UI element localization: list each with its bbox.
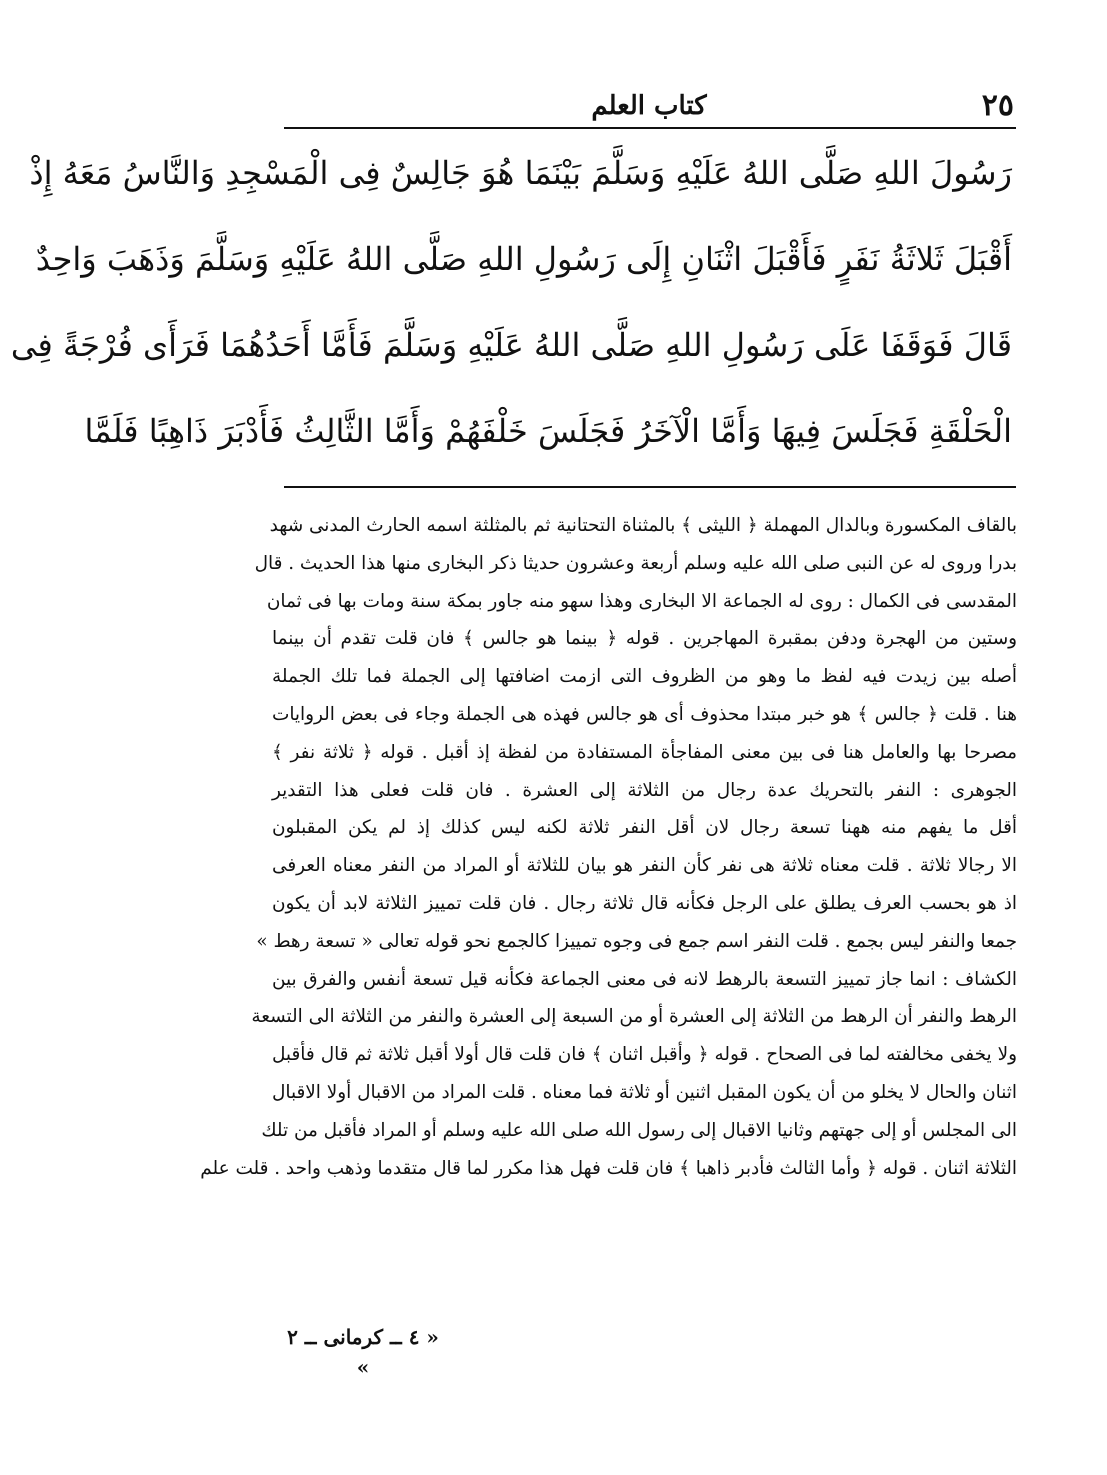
- signature-mark: « ٤ ــ كرمانى ــ ٢ »: [287, 1325, 439, 1379]
- commentary-line: جمعا والنفر ليس بجمع . قلت النفر اسم جمع فى وجوه تمييزا كالجمع نحو قوله تعالى « تسعة رهط »: [256, 930, 1017, 952]
- commentary-line: اثنان والحال لا يخلو من أن يكون المقبل اثنين أو ثلاثة فما معناه . قلت المراد من الاقبال أولا الاقبال: [272, 1081, 1017, 1103]
- commentary-line: اذ هو بحسب العرف يطلق على الرجل فكأنه قال ثلاثة رجال . فان قلت تمييز الثلاثة لابد أن يكون: [272, 892, 1017, 914]
- commentary-line: الرهط والنفر أن الرهط من الثلاثة إلى العشرة أو من السبعة إلى العشرة والنفر من الثلاثة الى التسعة: [251, 1006, 1017, 1028]
- commentary-line: أصله بين زيدت فيه لفظ ما وهو من الظروف التى ازمت اضافتها إلى الجملة فما تلك الجملة: [272, 666, 1017, 688]
- commentary-line: بدرا وروى له عن النبى صلى الله عليه وسلم أربعة وعشرون حديثا ذكر البخارى منها هذا الحديث . قال: [254, 552, 1017, 574]
- running-title: كتاب العلم: [591, 91, 707, 121]
- commentary-text: [200, 507, 1017, 1187]
- section-divider: [284, 486, 1016, 488]
- commentary-line: الا رجالا ثلاثة . قلت معناه ثلاثة هى نفر كأن النفر هو بيان للثلاثة أو المراد من النفر معناه العرفى: [272, 855, 1017, 877]
- commentary-line: الجوهرى : النفر بالتحريك عدة رجال من الثلاثة إلى العشرة . فان قلت فعلى هذا التقدير: [272, 779, 1017, 801]
- header-rule: [284, 127, 1016, 129]
- commentary-line: وستين من الهجرة ودفن بمقبرة المهاجرين . قوله ﴿ بينما هو جالس ﴾ فان قلت تقدم أن بينما: [272, 628, 1017, 650]
- page-number: ٢٥: [981, 88, 1014, 123]
- hadith-line: رَسُولَ اللهِ صَلَّى اللهُ عَلَيْهِ وَسَلَّمَ بَيْنَمَا هُوَ جَالِسٌ فِى الْمَسْجِدِ وَالنَّاسُ مَعَهُ إِذْ: [29, 154, 1012, 192]
- commentary-line: المقدسى فى الكمال : روى له الجماعة الا البخارى وهذا سهو منه جاور بمكة سنة ومات بها فى ثمان: [266, 590, 1017, 612]
- commentary-line: الكشاف : انما جاز تمييز التسعة بالرهط لانه فى معنى الجماعة فكأنه قيل تسعة أنفس والفرق بين: [272, 968, 1017, 990]
- commentary-line: الثلاثة اثنان . قوله ﴿ وأما الثالث فأدبر ذاهبا ﴾ فان قلت فهل هذا مكرر لما قال متقدما وذهب واحد . قلت علم: [200, 1157, 1017, 1179]
- commentary-line: الى المجلس أو إلى جهتهم وثانيا الاقبال إلى رسول الله صلى الله عليه وسلم أو المراد فأقبل من تلك: [261, 1119, 1017, 1141]
- hadith-text: [10, 143, 1012, 487]
- commentary-line: أقل ما يفهم منه ههنا تسعة رجال لان أقل النفر ثلاثة لكنه ليس كذلك إذ لم يكن المقبلون: [272, 817, 1017, 839]
- page-header: [284, 88, 1014, 124]
- commentary-line: هنا . قلت ﴿ جالس ﴾ هو خبر مبتدا محذوف أى هو جالس فهذه هى الجملة وجاء فى بعض الروايات: [272, 703, 1017, 725]
- commentary-line: مصرحا بها والعامل هنا فى بين معنى المفاجأة المستفادة من لفظة إذ أقبل . قوله ﴿ ثلاثة نفر ﴾: [272, 741, 1017, 763]
- hadith-line: الْحَلْقَةِ فَجَلَسَ فِيهَا وَأَمَّا الْآخَرُ فَجَلَسَ خَلْفَهُمْ وَأَمَّا الثَّالِثُ فَأَدْبَرَ ذَاهِبًا فَلَمَّا: [84, 412, 1012, 450]
- commentary-line: بالقاف المكسورة وبالدال المهملة ﴿ الليثى ﴾ بالمثناة التحتانية ثم بالمثلثة اسمه الحارث المدنى شهد: [269, 515, 1017, 536]
- commentary-line: ولا يخفى مخالفته لما فى الصحاح . قوله ﴿ وأقبل اثنان ﴾ فان قلت قال أولا أقبل ثلاثة ثم قال فأقبل: [272, 1044, 1017, 1066]
- hadith-line: أَقْبَلَ ثَلاثَةُ نَفَرٍ فَأَقْبَلَ اثْنَانِ إِلَى رَسُولِ اللهِ صَلَّى اللهُ عَلَيْهِ وَسَلَّمَ وَذَهَبَ وَاحِدٌ: [35, 240, 1012, 278]
- hadith-line: قَالَ فَوَقَفَا عَلَى رَسُولِ اللهِ صَلَّى اللهُ عَلَيْهِ وَسَلَّمَ فَأَمَّا أَحَدُهُمَا فَرَأَى فُرْجَةً فِى: [10, 326, 1012, 364]
